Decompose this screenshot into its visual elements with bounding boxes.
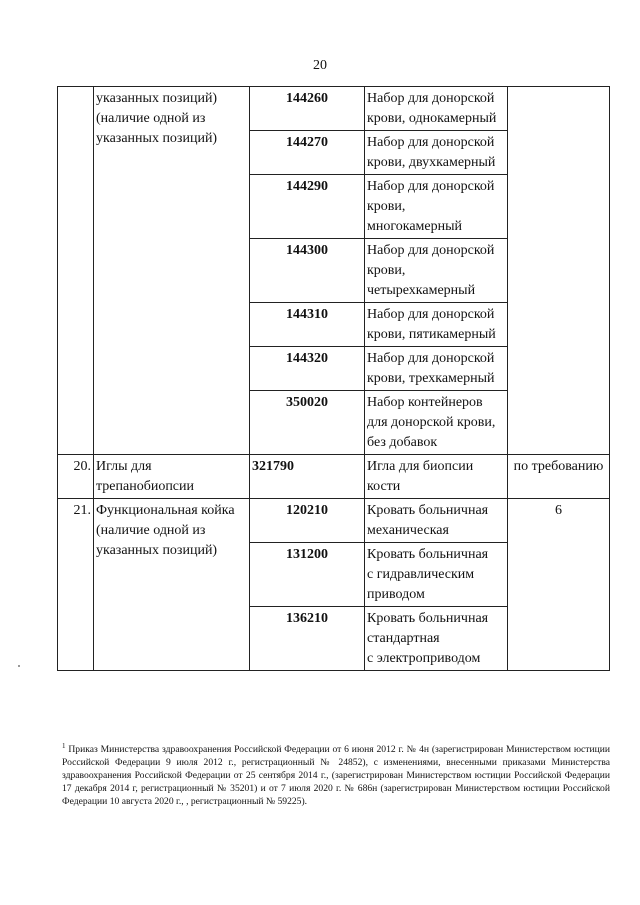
table-row: [58, 455, 610, 499]
item-name: Иглы для трепанобиопсии: [94, 455, 250, 499]
item-code: 144310: [250, 303, 365, 347]
row-number: [58, 87, 94, 455]
item-name: Функциональная койка (наличие одной из указанных позиций): [94, 499, 250, 671]
item-description: Набор для донорской крови, трехкамерный: [365, 347, 508, 391]
page-number: 20: [313, 58, 327, 73]
item-description: Набор контейнеров для донорской крови, без добавок: [365, 391, 508, 455]
item-description: Набор для донорской крови, двухкамерный: [365, 131, 508, 175]
item-quantity: [508, 87, 610, 455]
footnote-text: Приказ Министерства здравоохранения Российской Федерации от 6 июня 2012 г. № 4н (зарегистрирован Министерством юстиции Российской Федерации 9 июля 2012 г., регистрационный № 24852), с изменениями, внесенными приказами Министерства здравоохранения Российской Федерации от 25 сентября 2014 г., (зарегистрирован Министерством юстиции Российской Федерации 17 декабря 2014 г, регистрационный № 35201) и от 7 июля 2020 г. № 686н (зарегистрирован Министерством юстиции Российской Федерации 10 августа 2020 г., , регистрационный № 59225).: [62, 744, 610, 808]
row-number: 20.: [58, 455, 94, 499]
item-description: Набор для донорской крови, однокамерный: [365, 87, 508, 131]
item-code: 321790: [250, 455, 365, 499]
item-description: Набор для донорской крови, многокамерный: [365, 175, 508, 239]
table-row: [58, 499, 610, 543]
item-quantity: 6: [508, 499, 610, 671]
item-description: Кровать больничная с гидравлическим приводом: [365, 543, 508, 607]
item-description: Игла для биопсии кости: [365, 455, 508, 499]
item-code: 144320: [250, 347, 365, 391]
item-code: 144290: [250, 175, 365, 239]
table-row: [58, 87, 610, 131]
equipment-table: [57, 86, 610, 671]
item-code: 136210: [250, 607, 365, 671]
item-code: 144260: [250, 87, 365, 131]
item-code: 144270: [250, 131, 365, 175]
item-code: 120210: [250, 499, 365, 543]
item-code: 144300: [250, 239, 365, 303]
item-description: Набор для донорской крови, четырехкамерный: [365, 239, 508, 303]
item-quantity: по требованию: [508, 455, 610, 499]
footnote: [62, 740, 610, 808]
scan-mark: [18, 665, 20, 667]
item-code: 350020: [250, 391, 365, 455]
item-name: указанных позиций) (наличие одной из указанных позиций): [94, 87, 250, 455]
item-description: Кровать больничная механическая: [365, 499, 508, 543]
item-code: 131200: [250, 543, 365, 607]
footnote-mark: 1: [62, 742, 66, 750]
item-description: Набор для донорской крови, пятикамерный: [365, 303, 508, 347]
row-number: 21.: [58, 499, 94, 671]
item-description: Кровать больничная стандартная с электроприводом: [365, 607, 508, 671]
